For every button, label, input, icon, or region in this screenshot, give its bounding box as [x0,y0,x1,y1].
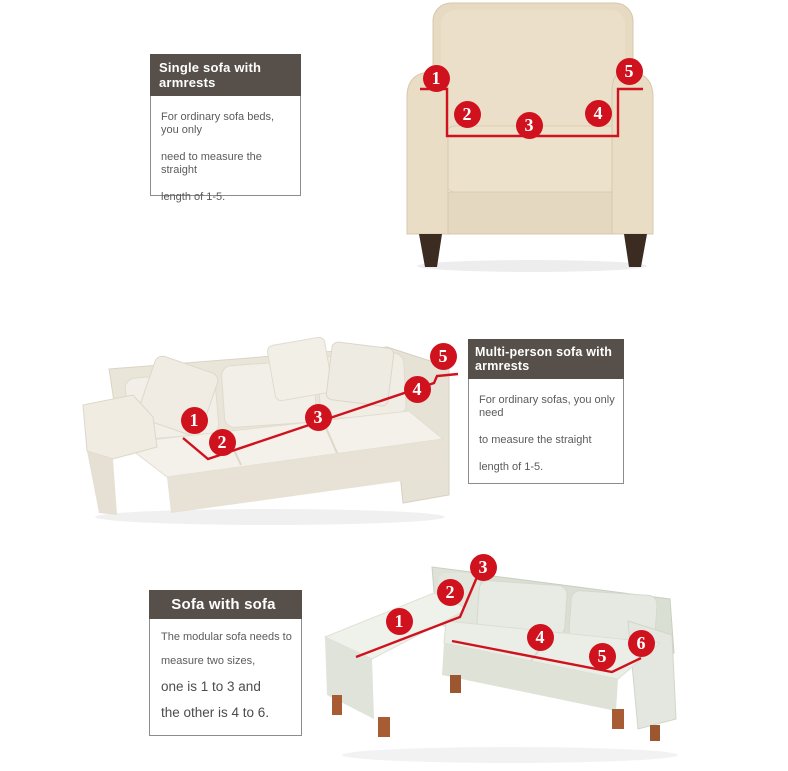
single-sofa-info-box [150,54,301,203]
measure-point-modular-sofa-2: 2 [437,579,464,606]
armchair-left-armrest [407,72,448,234]
measure-point-modular-sofa-5: 5 [589,643,616,670]
armchair-right-armrest [612,72,653,234]
single-sofa-photo [395,0,695,285]
description-line: For ordinary sofas, you only need [479,394,615,419]
multi-person-sofa-title: Multi-person sofa with armrests [468,339,624,379]
modular-sofa-title: Sofa with sofa [149,590,302,619]
measure-point-single-sofa-5: 5 [616,58,643,85]
multi-person-sofa-photo [75,325,470,530]
measure-point-multi-person-sofa-2: 2 [209,429,236,456]
single-sofa-title: Single sofa with armrests [150,54,301,96]
measure-point-modular-sofa-6: 6 [628,630,655,657]
measure-point-multi-person-sofa-4: 4 [404,376,431,403]
single-sofa-description [151,96,300,204]
description-line: length of 1-5. [479,461,544,473]
description-line: The modular sofa needs to [161,631,292,643]
measure-point-single-sofa-3: 3 [516,112,543,139]
description-line: one is 1 to 3 and [161,679,261,694]
measure-point-modular-sofa-3: 3 [470,554,497,581]
measure-point-single-sofa-4: 4 [585,100,612,127]
description-line: length of 1-5. [161,191,226,203]
measure-point-multi-person-sofa-5: 5 [430,343,457,370]
sofa-left-side [87,451,117,515]
modular-sofa-photo [320,543,705,771]
description-line: the other is 4 to 6. [161,705,270,720]
armchair-right-leg [624,234,647,267]
measure-point-modular-sofa-1: 1 [386,608,413,635]
measure-point-single-sofa-1: 1 [423,65,450,92]
description-line: measure two sizes, [161,655,256,667]
multi-person-sofa-description [469,379,623,474]
measure-point-single-sofa-2: 2 [454,101,481,128]
measure-point-multi-person-sofa-3: 3 [305,404,332,431]
description-line: For ordinary sofa beds, you only [161,111,275,136]
measure-point-multi-person-sofa-1: 1 [181,407,208,434]
description-line: need to measure the straight [161,151,262,176]
multi-person-sofa-info-box [468,339,624,484]
measure-point-modular-sofa-4: 4 [527,624,554,651]
modular-sofa-description [150,619,301,720]
modular-sofa-info-box [149,590,302,736]
armchair-left-leg [419,234,442,267]
description-line: to measure the straight [479,434,592,446]
